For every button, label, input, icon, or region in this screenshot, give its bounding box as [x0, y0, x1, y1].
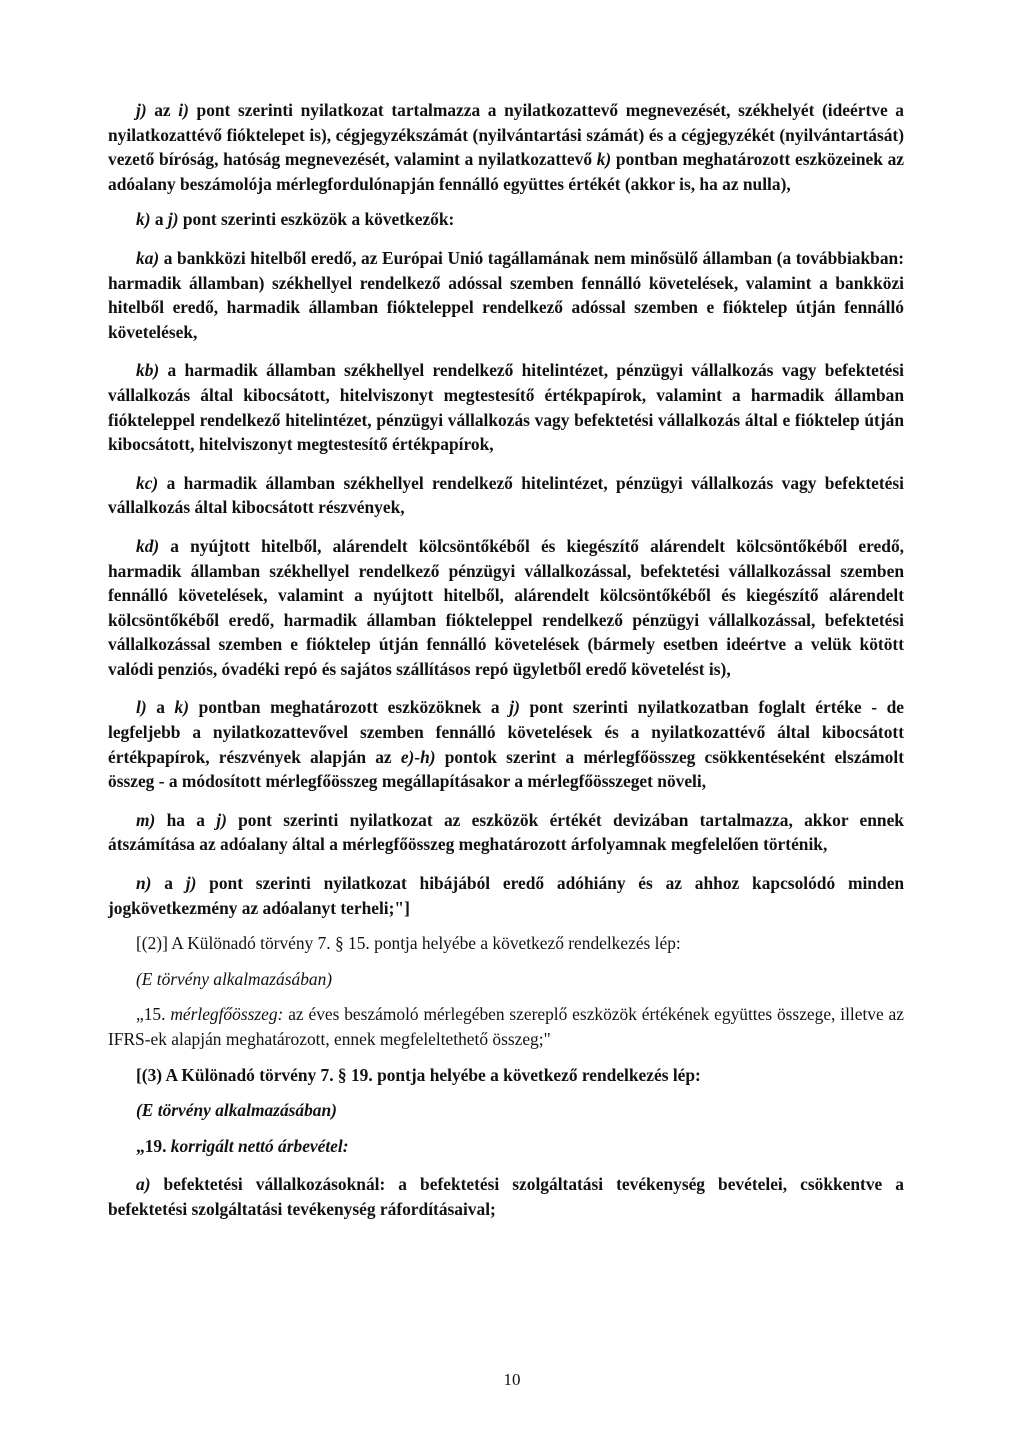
ref-j: j) — [185, 873, 197, 894]
ref-j: j) — [216, 809, 227, 830]
paragraph-m-text-1: ha a — [155, 809, 217, 830]
point-marker-j: j) — [136, 100, 147, 120]
paragraph-m — [108, 808, 904, 857]
paragraph-j-text-3: pontban meghatározott eszközeinek az adóalany beszámolója mérlegfordulónapján fennálló együttes értékét (akkor is, ha az nulla), — [108, 149, 904, 194]
definition-15-number: „15. — [136, 1004, 171, 1025]
paragraph-l-text-2: pontban meghatározott eszközöknek a — [189, 697, 510, 718]
point-marker-k: k) — [136, 209, 151, 230]
paragraph-n — [108, 871, 904, 920]
section-2-definition — [108, 1002, 904, 1051]
paragraph-kd-text: a nyújtott hitelből, alárendelt kölcsöntőkéből és kiegészítő alárendelt kölcsöntőkéből eredő, harmadik államban székhellyel rendelkező pénzügyi vállalkozással, befektetési vállalkozással szemben fennálló követelések, valamint a nyújtott hitelből, alárendelt kölcsöntőkéből és kiegészítő alárendelt kölcsöntőkéből eredő, harmadik államban fiókteleppel rendelkező pénzügyi vállalkozással, befektetési vállalkozással szemben e fióktelep útján fennálló követelések (bármely esetben ideértve a velük kötött valódi penziós, óvadéki repó és sajátos szállításos repó ügyletből eredő követelést is), — [108, 535, 904, 679]
paragraph-kd — [108, 534, 904, 682]
paragraph-j-text-1: az — [146, 100, 179, 120]
paragraph-l-text-1: a — [146, 697, 175, 718]
paragraph-kb-text: a harmadik államban székhellyel rendelkező hitelintézet, pénzügyi vállalkozás vagy befektetési vállalkozás által kibocsátott, hitelviszonyt megtestesítő értékpapírok, valamint a harmadik államban fiókteleppel rendelkező hitelintézet, pénzügyi vállalkozás vagy befektetési vállalkozás által e fióktelep útján kibocsátott, hitelviszonyt megtestesítő értékpapírok, — [108, 360, 904, 455]
section-3-intro: [(3) A Különadó törvény 7. § 19. pontja helyébe a következő rendelkezés lép: — [136, 1064, 701, 1085]
point-marker-kb: kb) — [136, 360, 160, 381]
ref-k: k) — [174, 697, 190, 718]
point-marker-ka: ka) — [136, 247, 160, 268]
paragraph-ka-text: a bankközi hitelből eredő, az Európai Unió tagállamának nem minősülő államban (a továbbiakban: harmadik államban) székhellyel rendelkező adóssal szemben fennálló követelések, valamint a bankközi hitelből eredő, harmadik államban fiókteleppel rendelkező adóssal szemben e fióktelep útján fennálló követelések, — [108, 247, 904, 342]
section-2-intro: [(2)] A Különadó törvény 7. § 15. pontja helyébe a következő rendelkezés lép: — [136, 933, 681, 954]
paragraph-l — [108, 695, 904, 793]
paragraph-kc-text: a harmadik államban székhellyel rendelkező hitelintézet, pénzügyi vállalkozás vagy befektetési vállalkozás által kibocsátott részvények, — [108, 472, 904, 518]
paragraph-kb — [108, 358, 904, 456]
paragraph-j — [108, 98, 904, 196]
paragraph-ka — [108, 246, 904, 344]
paragraph-19-a-text: befektetési vállalkozásoknál: a befektetési szolgáltatási tevékenység bevételei, csökkentve a befektetési szolgáltatási tevékenység ráfordításaival; — [108, 1174, 904, 1219]
point-marker-m: m) — [136, 809, 156, 830]
definition-15-term: mérlegfőösszeg: — [170, 1004, 284, 1025]
point-marker-l: l) — [136, 697, 147, 718]
section-3-scope: (E törvény alkalmazásában) — [136, 1100, 337, 1121]
ref-j: j) — [167, 209, 179, 230]
point-marker-kd: kd) — [136, 535, 160, 556]
paragraph-m-text-2: pont szerinti nyilatkozat az eszközök értékét devizában tartalmazza, akkor ennek átszámítása az adóalany által a mérlegfőösszeg meghatározott árfolyamnak megfelelően történik, — [108, 809, 904, 855]
point-marker-n: n) — [136, 873, 152, 894]
ref-j: j) — [509, 697, 520, 718]
ref-i: i) — [178, 100, 189, 120]
section-2-scope: (E törvény alkalmazásában) — [136, 968, 333, 989]
ref-e-h: e)-h) — [400, 746, 436, 767]
definition-19-term: korrigált nettó árbevétel: — [170, 1135, 349, 1156]
paragraph-kc — [108, 471, 904, 520]
document-body — [108, 98, 904, 1222]
point-marker-a: a) — [136, 1174, 151, 1195]
section-3-definition-heading — [108, 1134, 904, 1159]
paragraph-k-text-2: pont szerinti eszközök a következők: — [178, 209, 455, 230]
ref-k: k) — [596, 149, 612, 170]
page-number: 10 — [503, 1370, 521, 1389]
paragraph-l-text-3: pont szerinti nyilatkozatban foglalt értéke - de legfeljebb a nyilatkozattevővel szemben fennálló követelések és a nyilatkozattévő által kibocsátott értékpapírok, részvények alapján az — [108, 697, 905, 767]
paragraph-n-text-2: pont szerinti nyilatkozat hibájából eredő adóhiány és az ahhoz kapcsolódó minden jogkövetkezmény az adóalanyt terheli;"] — [108, 873, 905, 918]
paragraph-n-text-1: a — [151, 873, 186, 894]
paragraph-l-text-4: pontok szerint a mérlegfőösszeg csökkentéseként elszámolt összeg - a módosított mérlegfőösszeg megállapításakor a mérlegfőösszeget növeli, — [108, 746, 904, 792]
paragraph-k-text-1: a — [150, 209, 168, 230]
definition-15-text: az éves beszámoló mérlegében szereplő eszközök értékének együttes összege, illetve az IFRS-ek alapján meghatározott, ennek megfeleltethető összeg;" — [108, 1004, 904, 1049]
paragraph-j-text-2: pont szerinti nyilatkozat tartalmazza a nyilatkozattevő megnevezését, székhelyét (ideértve a nyilatkozattévő fióktelepet is), cégjegyzékszámát (nyilvántartási számát) és a cégjegyzékét (nyilvántartását) vezető bíróság, hatóság megnevezését, valamint a nyilatkozattevő — [108, 100, 904, 170]
definition-19-number: „19. — [136, 1135, 171, 1156]
paragraph-k — [108, 207, 904, 232]
paragraph-19-a — [108, 1172, 904, 1221]
point-marker-kc: kc) — [136, 472, 159, 493]
